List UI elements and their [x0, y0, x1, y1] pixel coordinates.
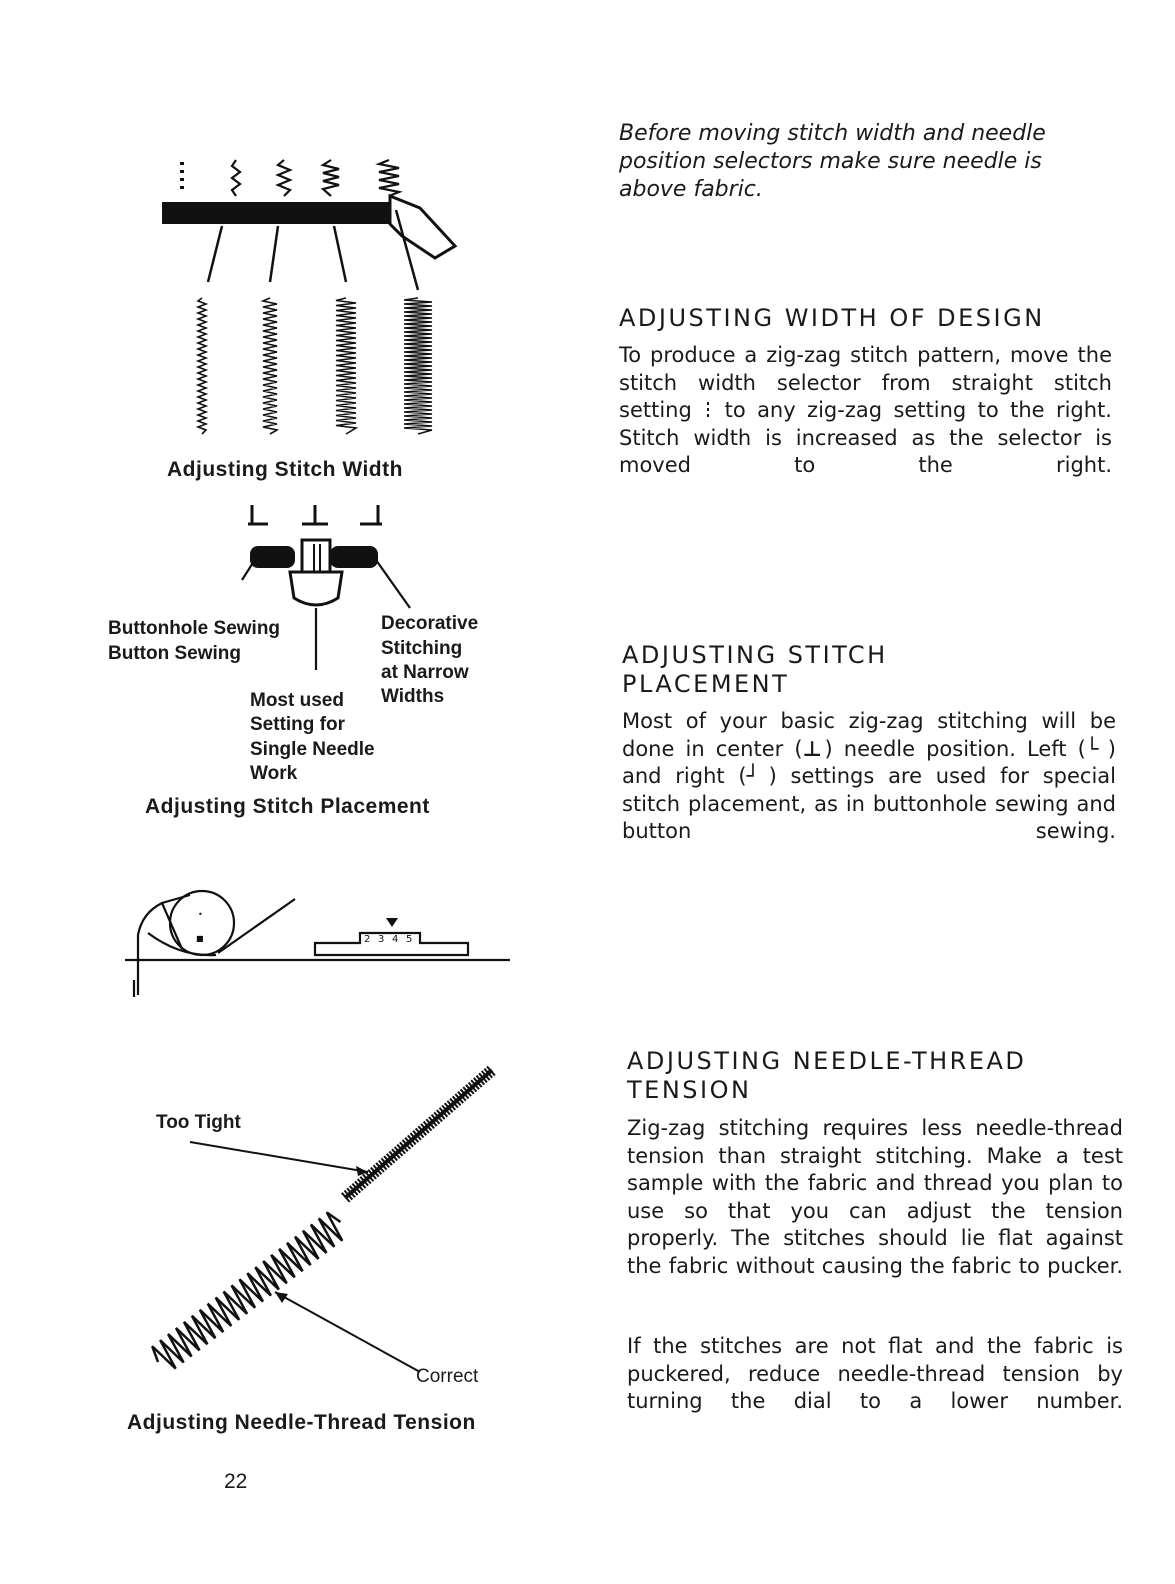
width-selector-bar [162, 202, 402, 224]
label-too-tight: Too Tight [156, 1112, 241, 1133]
stitch-sample-narrow [198, 298, 206, 434]
tension-dial-illustration [120, 885, 520, 1005]
heading-needle-tension [627, 1047, 1026, 1105]
placement-text-3: ) and right ( [622, 736, 1116, 788]
placement-text-2: ) needle position. Left ( [824, 736, 1086, 761]
label-stitching: Stitching [381, 638, 463, 659]
label-setting-for: Setting for [250, 714, 345, 735]
heading-needle-tension-line2: TENSION [627, 1076, 752, 1104]
left-needle-symbol [248, 505, 268, 524]
zigzag-symbol-2 [278, 160, 290, 196]
caption-needle-thread-tension: Adjusting Needle-Thread Tension [127, 1411, 476, 1434]
scale-4: 4 [392, 934, 399, 945]
label-correct: Correct [416, 1366, 479, 1387]
label-button-sewing: Button Sewing [108, 643, 241, 664]
label-work: Work [250, 763, 298, 784]
zigzag-symbol-1 [232, 160, 240, 196]
zigzag-symbol-3 [323, 160, 339, 196]
center-needle-symbol [302, 505, 328, 524]
label-buttonhole-sewing: Buttonhole Sewing [108, 618, 281, 639]
paragraph-width-of-design [619, 342, 1112, 480]
zigzag-symbol-4 [379, 160, 399, 196]
right-needle-icon: ┘ [746, 764, 760, 788]
right-needle-symbol [360, 505, 382, 524]
label-single-needle: Single Needle [250, 739, 375, 760]
placement-text-4: ) settings are used for special stitch placement, as in buttonhole sewing and button sewing. [622, 764, 1116, 843]
paragraph-reduce-tension: If the stitches are not flat and the fabric is puckered, reduce needle-thread tension by turning the dial to a lower number. [627, 1334, 1123, 1413]
left-needle-icon: └ [1085, 736, 1099, 761]
center-needle-icon: ⊥ [802, 736, 822, 761]
placement-lever-knob [290, 572, 342, 605]
scale-5: 5 [406, 934, 413, 945]
intro-note: Before moving stitch width and needle position selectors make sure needle is above fabric. [619, 121, 1046, 202]
pointer-triangle-icon [386, 918, 398, 927]
pointer-too-tight [190, 1142, 368, 1172]
correct-stitch-sample [148, 1209, 350, 1374]
svg-text:■: ■ [196, 934, 204, 943]
heading-stitch-placement [622, 641, 888, 699]
scale-3: 3 [378, 934, 385, 945]
heading-stitch-placement-line2: PLACEMENT [622, 670, 790, 698]
label-at-narrow: at Narrow [381, 662, 469, 683]
heading-needle-tension-line1: ADJUSTING NEEDLE-THREAD [627, 1047, 1027, 1075]
caption-stitch-placement: Adjusting Stitch Placement [145, 795, 430, 818]
paragraph-width-text-1: To produce a zig-zag stitch pattern, move the stitch width selector from straight stitch setting [619, 343, 1112, 422]
caption-stitch-width: Adjusting Stitch Width [167, 458, 403, 481]
paragraph-stitch-placement [622, 708, 1116, 846]
stitch-width-illustration [150, 150, 470, 450]
label-decorative: Decorative [381, 613, 479, 634]
scale-2: 2 [364, 934, 371, 945]
page-number: 22 [224, 1470, 248, 1493]
label-widths: Widths [381, 686, 445, 707]
straight-stitch-symbol [703, 402, 713, 420]
paragraph-needle-tension: Zig-zag stitching requires less needle-thread tension than straight stitching. Make a test sample with the fabric and thread you plan to use so that you can adjust the tension properly. The stitches should lie flat against the fabric without causing the fabric to pucker. [627, 1116, 1123, 1278]
pointer-correct [275, 1292, 420, 1372]
heading-width-of-design: ADJUSTING WIDTH OF DESIGN [619, 304, 1045, 332]
svg-text:•: • [198, 910, 203, 919]
placement-text-1: Most of your basic zig-zag stitching will be done in center ( [622, 709, 1116, 761]
stitch-sample-medium [263, 298, 277, 434]
stitch-sample-widest [404, 298, 432, 434]
label-most-used: Most used [250, 690, 344, 711]
heading-stitch-placement-line1: ADJUSTING STITCH [622, 641, 888, 669]
stitch-sample-wide [336, 298, 356, 434]
paragraph-width-text-2: to any zig-zag setting to the right. Stitch width is increased as the selector is moved to the right. [619, 398, 1112, 477]
